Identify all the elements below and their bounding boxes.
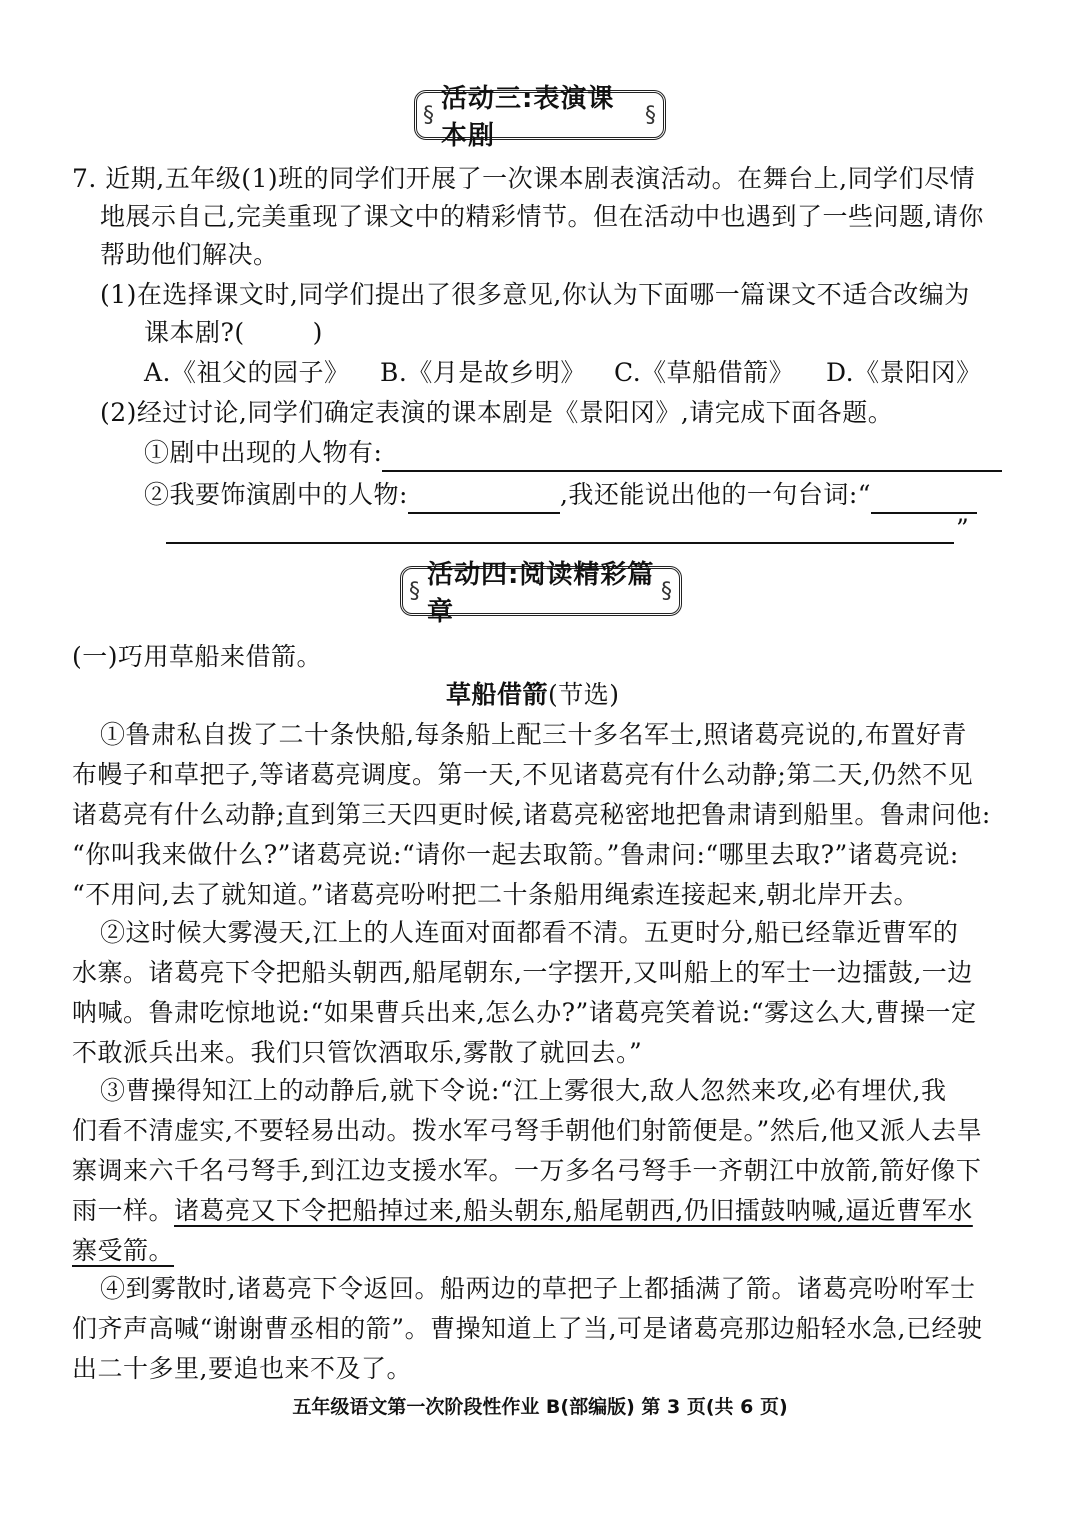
q7-stem-line: 帮助他们解决。 [100, 240, 279, 269]
underlined-sentence: 寨受箭。 [72, 1236, 175, 1265]
paragraph-3-line: 寨调来六千名弓弩手,到江边支援水军。一万多名弓弩手一齐朝江中放箭,箭好像下 [72, 1156, 982, 1185]
wave-ornament-icon: § [645, 102, 657, 128]
paragraph-3-line: 们看不清虚实,不要轻易出动。拨水军弓弩手朝他们射箭便是。”然后,他又派人去旱 [72, 1116, 983, 1145]
q7-stem-line: 地展示自己,完美重现了课文中的精彩情节。但在活动中也遇到了一些问题,请你 [100, 202, 984, 231]
q7-sub2-item2: ②我要饰演剧中的人物: ,我还能说出他的一句台词:“ [144, 476, 977, 514]
close-quote: ” [956, 514, 970, 543]
activity4-title: 活动四:阅读精彩篇章 [427, 560, 655, 627]
passage-title: 草船借箭(节选) [446, 680, 620, 709]
activity3-title: 活动三:表演课本剧 [441, 84, 615, 151]
role-answer-blank[interactable] [408, 482, 560, 514]
option-a[interactable]: A.《祖父的园子》 [144, 358, 350, 387]
paragraph-1-line: “不用问,去了就知道。”诸葛亮吩咐把二十条船用绳索连接起来,朝北岸开去。 [72, 880, 919, 909]
part1-label: (一)巧用草船来借箭。 [72, 642, 323, 671]
paragraph-1-line: 布幔子和草把子,等诸葛亮调度。第一天,不见诸葛亮有什么动静;第二天,仍然不见 [72, 760, 974, 789]
activity3-banner [414, 84, 666, 151]
paragraph-2-line: ②这时候大雾漫天,江上的人连面对面都看不清。五更时分,船已经靠近曹军的 [100, 918, 959, 947]
q7-sub2-line: (2)经过讨论,同学们确定表演的课本剧是《景阳冈》,请完成下面各题。 [100, 398, 894, 427]
q7-sub1-line: (1)在选择课文时,同学们提出了很多意见,你认为下面哪一篇课文不适合改编为 [100, 280, 970, 309]
paragraph-4-line: 们齐声高喊“谢谢曹丞相的箭”。曹操知道上了当,可是诸葛亮那边船轻水急,已经驶 [72, 1314, 983, 1343]
option-c[interactable]: C.《草船借箭》 [614, 358, 795, 387]
paragraph-2-line: 不敢派兵出来。我们只管饮酒取乐,雾散了就回去。” [72, 1038, 643, 1067]
paragraph-3-line: ③曹操得知江上的动静后,就下令说:“江上雾很大,敌人忽然来攻,必有埋伏,我 [100, 1076, 947, 1105]
q7-sub2-item1: ①剧中出现的人物有: [144, 434, 1002, 472]
paragraph-2-line: 水寨。诸葛亮下令把船头朝西,船尾朝东,一字摆开,又叫船上的军士一边擂鼓,一边 [72, 958, 973, 987]
underlined-sentence: 诸葛亮又下令把船掉过来,船头朝东,船尾朝西,仍旧擂鼓呐喊,逼近曹军水 [174, 1196, 973, 1225]
wave-ornament-icon: § [423, 102, 435, 128]
option-d[interactable]: D.《景阳冈》 [826, 358, 982, 387]
paragraph-1-line: 诸葛亮有什么动静;直到第三天四更时候,诸葛亮秘密地把鲁肃请到船里。鲁肃问他: [72, 800, 991, 829]
paragraph-2-line: 呐喊。鲁肃吃惊地说:“如果曹兵出来,怎么办?”诸葛亮笑着说:“雾这么大,曹操一定 [72, 998, 977, 1027]
paragraph-3-line [72, 1232, 174, 1270]
wave-ornament-icon: § [409, 578, 421, 604]
paragraph-1-line: ①鲁肃私自拨了二十条快船,每条船上配三十多名军士,照诸葛亮说的,布置好青 [100, 720, 967, 749]
characters-answer-blank[interactable] [382, 440, 1002, 472]
paragraph-4-line: ④到雾散时,诸葛亮下令返回。船两边的草把子上都插满了箭。诸葛亮吩咐军士 [100, 1274, 976, 1303]
option-b[interactable]: B.《月是故乡明》 [380, 358, 586, 387]
paragraph-1-line: “你叫我来做什么?”诸葛亮说:“请你一起去取箭。”鲁肃问:“哪里去取?”诸葛亮说: [72, 840, 959, 869]
line-answer-blank-continued[interactable] [166, 542, 954, 544]
q7-stem-line: 7. 近期,五年级(1)班的同学们开展了一次课本剧表演活动。在舞台上,同学们尽情 [72, 164, 976, 193]
paragraph-3-line: 雨一样。诸葛亮又下令把船掉过来,船头朝东,船尾朝西,仍旧擂鼓呐喊,逼近曹军水 [72, 1196, 973, 1225]
wave-ornament-icon: § [661, 578, 673, 604]
q7-sub1-line: 课本剧?( ) [144, 318, 323, 347]
page-footer: 五年级语文第一次阶段性作业 B(部编版) 第 3 页(共 6 页) [292, 1396, 788, 1418]
paragraph-4-line: 出二十多里,要追也来不及了。 [72, 1354, 412, 1383]
activity4-banner [400, 560, 682, 627]
